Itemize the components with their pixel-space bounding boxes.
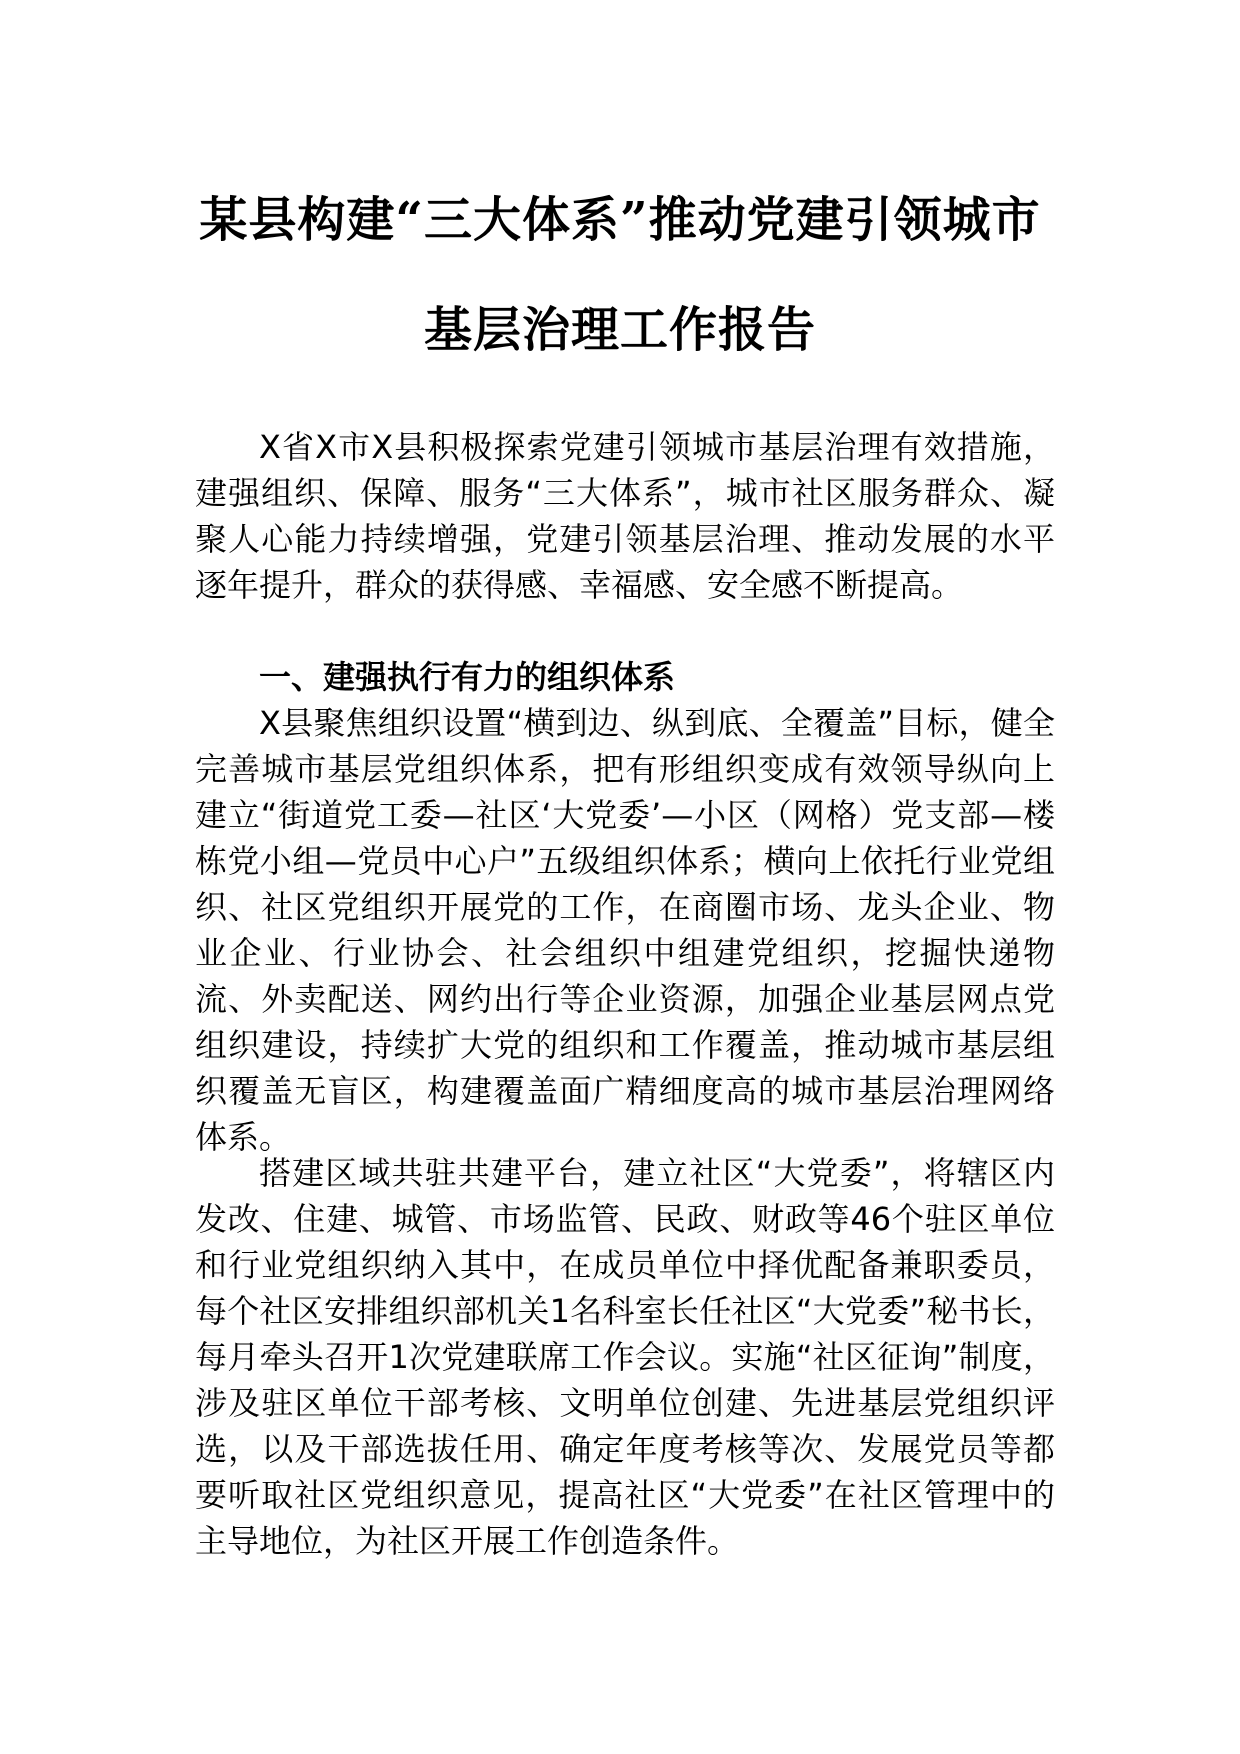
intro-paragraph: X省X市X县积极探索党建引领城市基层治理有效措施，建强组织、保障、服务“三大体系”，城市社区服务群众、凝聚人心能力持续增强，党建引领基层治理、推动发展的水平逐年提升，群众的获得感、幸福感、安全感不断提高。 (195, 428, 1055, 604)
section-1-continued (195, 1150, 1055, 1564)
intro-block (195, 424, 1055, 608)
section-1-heading: 一、建强执行有力的组织体系 (259, 658, 676, 696)
section-1-paragraph-2: 搭建区域共驻共建平台，建立社区“大党委”，将辖区内发改、住建、城管、市场监管、民政、财政等46个驻区单位和行业党组织纳入其中，在成员单位中择优配备兼职委员，每个社区安排组织部机关1名科室长任社区“大党委”秘书长，每月牵头召开1次党建联席工作会议。实施“社区征询”制度，涉及驻区单位干部考核、文明单位创建、先进基层党组织评选，以及干部选拔任用、确定年度考核等次、发展党员等都要听取社区党组织意见，提高社区“大党委”在社区管理中的主导地位，为社区开展工作创造条件。 (195, 1154, 1055, 1560)
section-1-paragraph-1: X县聚焦组织设置“横到边、纵到底、全覆盖”目标，健全完善城市基层党组织体系，把有形组织变成有效领导纵向上建立“街道党工委—社区‘大党委’—小区（网格）党支部—楼栋党小组—党员中心户”五级组织体系；横向上依托行业党组织、社区党组织开展党的工作，在商圈市场、龙头企业、物业企业、行业协会、社会组织中组建党组织，挖掘快递物流、外卖配送、网约出行等企业资源，加强企业基层网点党组织建设，持续扩大党的组织和工作覆盖，推动城市基层组织覆盖无盲区，构建覆盖面广精细度高的城市基层治理网络体系。 (195, 704, 1055, 1156)
document-title-line-1: 某县构建“三大体系”推动党建引领城市 (199, 192, 1041, 248)
section-1 (195, 654, 1055, 1160)
document-title-line-2: 基层治理工作报告 (423, 302, 816, 358)
